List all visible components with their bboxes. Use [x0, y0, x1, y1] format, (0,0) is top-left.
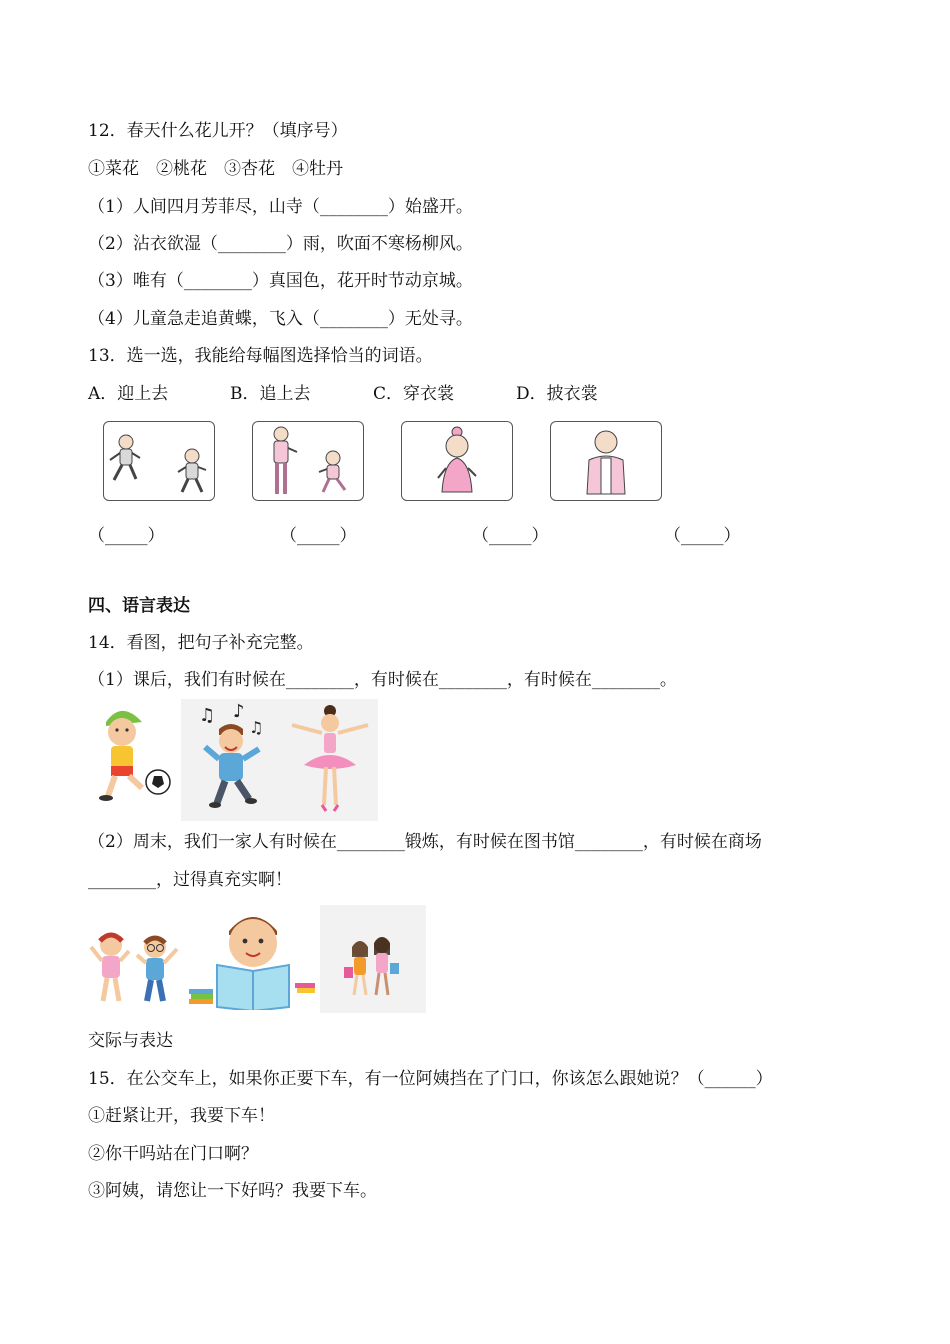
section-heading: 四、语言表达 — [88, 596, 190, 616]
q13-title: 13．选一选，我能给每幅图选择恰当的词语。 — [88, 346, 433, 366]
q13-answer-blank-1[interactable]: （_____） — [88, 526, 165, 546]
adult-and-child-illustration — [253, 422, 363, 500]
q13-answer-blank-4[interactable]: （_____） — [664, 526, 741, 546]
q13-option-a: A．迎上去 — [88, 384, 169, 404]
q13-option-d: D．披衣裳 — [516, 384, 598, 404]
ballerina-illustration — [282, 699, 378, 821]
q13-option-c: C．穿衣裳 — [373, 384, 455, 404]
picture-frame-greeting — [252, 421, 364, 501]
svg-text:♫: ♫ — [249, 718, 264, 737]
q14-item-2-line-1[interactable]: （2）周末，我们一家人有时候在________锻炼，有时候在图书馆________，有时候在商场 — [88, 832, 762, 852]
svg-text:♫: ♫ — [199, 705, 216, 726]
q13-option-b: B．追上去 — [230, 384, 311, 404]
boy-with-coat-illustration — [551, 422, 661, 500]
q12-item-1[interactable]: （1）人间四月芳菲尽，山寺（________）始盛开。 — [88, 197, 473, 217]
girls-shopping-illustration — [320, 905, 426, 1013]
girl-dressing-illustration — [402, 422, 512, 500]
q15-option-1: ①赶紧让开，我要下车！ — [88, 1106, 275, 1126]
q13-answer-blank-2[interactable]: （_____） — [280, 526, 357, 546]
svg-text:♪: ♪ — [233, 701, 245, 722]
dancing-boy-illustration — [181, 699, 281, 821]
q14-item-2-line-2[interactable]: ________，过得真充实啊！ — [88, 870, 292, 890]
kids-exercising-illustration — [85, 925, 197, 1010]
q12-item-3[interactable]: （3）唯有（________）真国色，花开时节动京城。 — [88, 271, 473, 291]
boy-reading-book-illustration — [185, 905, 320, 1010]
picture-frame-running — [103, 421, 215, 501]
q12-options: ①菜花 ②桃花 ③杏花 ④牡丹 — [88, 159, 343, 179]
q15-option-3: ③阿姨，请您让一下好吗？我要下车。 — [88, 1181, 377, 1201]
picture-frame-girl-dressing — [401, 421, 513, 501]
q12-item-4[interactable]: （4）儿童急走追黄蝶，飞入（________）无处寻。 — [88, 309, 473, 329]
two-kids-running-illustration — [104, 422, 214, 500]
q12-item-2[interactable]: （2）沾衣欲湿（________）雨，吹面不寒杨柳风。 — [88, 234, 473, 254]
subsection-label: 交际与表达 — [88, 1031, 173, 1051]
picture-frame-boy-coat — [550, 421, 662, 501]
q13-answer-blank-3[interactable]: （_____） — [472, 526, 549, 546]
q12-title: 12．春天什么花儿开？（填序号） — [88, 121, 348, 141]
boy-playing-soccer-illustration — [90, 700, 175, 802]
q14-title: 14．看图，把句子补充完整。 — [88, 633, 314, 653]
q15-option-2: ②你干吗站在门口啊？ — [88, 1144, 258, 1164]
q14-item-1[interactable]: （1）课后，我们有时候在________，有时候在________，有时候在________。 — [88, 670, 677, 690]
q15-title[interactable]: 15．在公交车上，如果你正要下车，有一位阿姨挡在了门口，你该怎么跟她说？（______） — [88, 1069, 773, 1089]
